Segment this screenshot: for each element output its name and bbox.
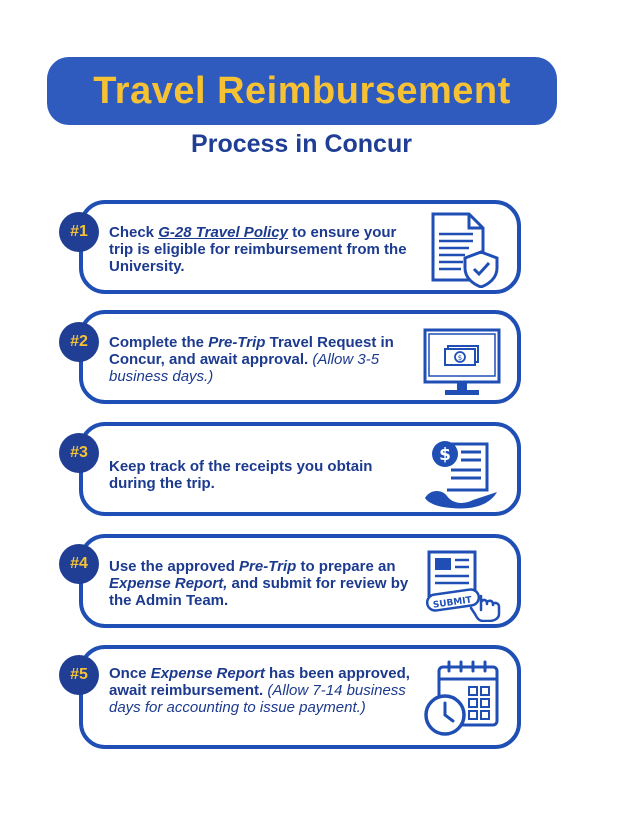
step-4-text-part: Expense Report,	[109, 575, 228, 592]
submit-form-icon	[421, 544, 503, 622]
step-1-text-part: Check	[109, 224, 159, 241]
step-5-text-part: has been approved, await reimbursement.	[109, 665, 410, 699]
step-3-text-part: Keep track of the receipts you obtain during the trip.	[109, 458, 373, 492]
step-2-text-part: Pre-Trip	[208, 334, 266, 351]
page-subtitle: Process in Concur	[191, 130, 412, 158]
step-4-text-part: and submit for review by the Admin Team.	[109, 575, 409, 609]
policy-document-shield-icon	[421, 210, 503, 288]
step-1-text-part: to ensure your trip is eligible for reimbursement from the University.	[109, 224, 407, 275]
policy-link[interactable]: G-28 Travel Policy	[158, 224, 288, 241]
step-5-text-part: (Allow 7-14 business days for accounting to issue payment.)	[109, 682, 406, 716]
step-4-card	[79, 534, 521, 628]
step-4-text-part: to prepare an	[296, 558, 396, 575]
step-2-badge: #2	[59, 322, 99, 362]
step-5-text-part: Once	[109, 665, 151, 682]
step-1-text	[109, 224, 419, 275]
step-2-text-part: (Allow 3-5 business days.)	[109, 351, 380, 385]
page-title: Travel Reimbursement	[93, 69, 511, 112]
step-4-text-part: Pre-Trip	[239, 558, 297, 575]
step-5-card	[79, 645, 521, 749]
calendar-clock-icon	[421, 659, 503, 737]
submit-icon-label: SUBMIT	[432, 595, 473, 611]
step-2-text-part: Complete the	[109, 334, 209, 351]
step-5-badge: #5	[59, 655, 99, 695]
title-banner	[47, 57, 557, 125]
step-1-badge: #1	[59, 212, 99, 252]
step-4-badge: #4	[59, 544, 99, 584]
step-3-badge: #3	[59, 433, 99, 473]
step-3-card	[79, 422, 521, 516]
step-1-card	[79, 200, 521, 294]
step-4-text-part: Use the approved	[109, 558, 240, 575]
step-2-text	[109, 334, 419, 385]
monitor-money-icon	[421, 320, 503, 398]
svg-text:$: $	[439, 445, 451, 465]
step-5-text	[109, 665, 419, 716]
step-4-text	[109, 558, 419, 609]
step-2-text-part: Travel Request in Concur, and await approval.	[109, 334, 394, 368]
step-2-card	[79, 310, 521, 404]
step-5-text-part: Expense Report	[150, 665, 265, 682]
svg-text:$: $	[457, 354, 463, 362]
step-3-text	[109, 458, 419, 492]
receipt-icon	[421, 432, 503, 510]
